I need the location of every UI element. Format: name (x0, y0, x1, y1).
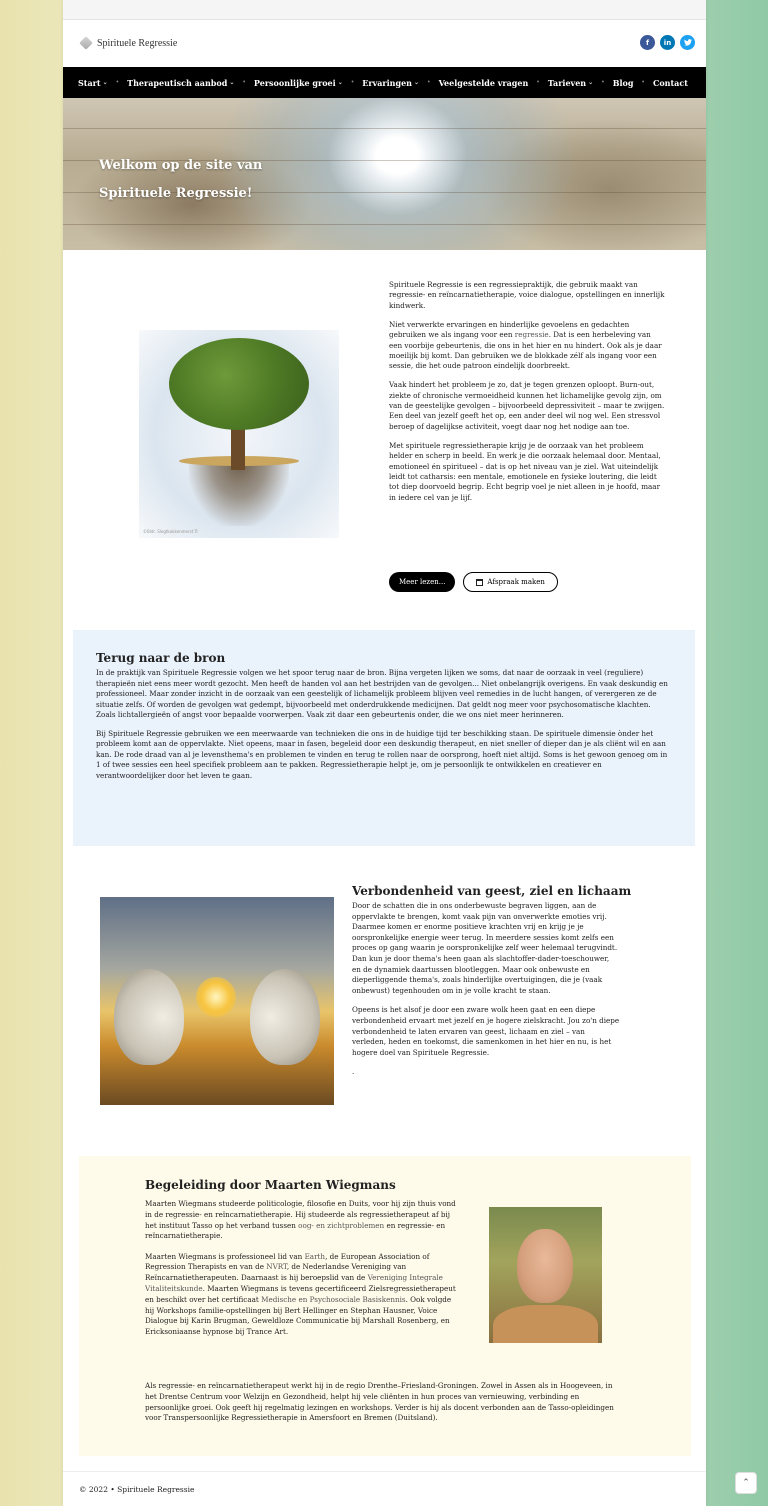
nav-label: Persoonlijke groei (253, 77, 336, 88)
nav-item-tarieven[interactable] (548, 78, 593, 88)
maarten-title: Begeleiding door Maarten Wiegmans (145, 1178, 396, 1192)
social-links (640, 35, 695, 50)
text-span: . Dat is een herbeleving van een voorbije gebeurtenis, die ons in het hier en nu hindert. Ook als je daar moeilijk bij komt. Dan gebruiken we de blokkade zélf als ingang voor een sessie, die het oude patroon eindelijk doorbreekt. (389, 330, 662, 371)
hero-banner (63, 98, 706, 250)
facebook-icon[interactable]: f (640, 35, 655, 50)
nav-item-blog[interactable] (613, 78, 634, 88)
chevron-down-icon: ⌄ (102, 79, 108, 86)
text-span: Maarten Wiegmans is professioneel lid van (145, 1251, 305, 1261)
egg-shell-right (250, 969, 320, 1065)
image-credit: ©Bldr. Slegtkakk​enmerst Tr (143, 529, 199, 534)
nav-item-persoonlijke-groei[interactable] (254, 78, 343, 88)
nav-label: Contact (652, 77, 688, 88)
verb-paragraph: Door de schatten die in ons onderbewuste begraven liggen, aan de oppervlakte te brengen, komt vaak pijn van onverwerkte emoties vrij. Daarmee komen er enorme positieve krachten vrij en krijg je je oorspronkelijke energie weer terug. In meerdere sessies komt zelfs een proces op gang waarin je oorspronkelijke zelf weer helemaal terugvindt. Dan kun je door thema's heen gaan als slachtoffer-dader-toeschouwer, en de dynamiek daartussen blootleggen. Maar ook onbewuste en dieperliggende thema's, zoals hinderlijke overtuigingen, die je (vaak onbewust) tegenhouden om in je volle kracht te staan. (352, 901, 618, 995)
text-span: , de Nederlandse Vereniging van Reïncarnatietherapeuten. Daarnaast is hij beroepslid van de (145, 1262, 407, 1283)
nav-separator: • (242, 79, 246, 86)
text-span: Niet verwerkte ervaringen en hinderlijke gevoelens en gedachten gebruiken we als ingang voor een (389, 319, 630, 340)
vitaliteitskunde-link[interactable]: Vereniging Integrale Vitaliteitskunde (145, 1273, 443, 1294)
earth-link[interactable]: Earth (304, 1251, 326, 1261)
footer (63, 1471, 706, 1506)
bron-paragraph: In de praktijk van Spirituele Regressie volgen we het spoor terug naar de bron. Bijna vergeten lijken we soms, dat naar de oorzaak in veel (reguliere) therapieën niet eens meer wordt gezocht. Men heeft de handen vol aan het bestrijden van de gevolgen... Niet onbelangrijk overigens. En vaak deskundig en professioneel. Maar zonder inzicht in de oorzaak van een geestelijk of lichamelijk probleem blijven veel remedies in de lucht hangen, of verergeren ze de situatie zelfs. Of worden de gevolgen wat gedempt, bijvoorbeeld met onderdrukkende medicijnen. Dat geldt nog meer voor psychosomatische klachten. Zoals lichtallergieën of angst voor bepaalde voorwerpen. Vaak zit daar een gebeurtenis onder, die we ons niet meer herinneren. (96, 668, 668, 719)
nav-separator: • (427, 79, 431, 86)
nvrt-link[interactable]: NVRT (266, 1262, 287, 1272)
intro-buttons (389, 572, 558, 592)
map-line (63, 224, 706, 225)
calendar-icon (476, 579, 483, 586)
maarten-text (145, 1199, 461, 1348)
nav-separator: • (115, 79, 120, 86)
bron-section (73, 630, 695, 846)
nav-separator: • (601, 79, 605, 86)
hero-title-line: Welkom op de site van (99, 158, 263, 173)
verb-paragraph: Opeens is het alsof je door een zware wolk heen gaat en een diepe verbondenheid ervaart met jezelf en je hogere zielskracht. Jou zo'n diepe verbondenheid te laten ervaren van geest, lichaam en ziel – van verleden, heden en toekomst, die samenkomen in het hier en nu, is het hogere doel van Spirituele Regressie. (352, 1005, 620, 1057)
hero-title (99, 152, 262, 208)
text-span: , de European Association of Regression Therapists en van de (145, 1251, 430, 1272)
maarten-portrait-image (489, 1207, 602, 1343)
nav-item-ervaringen[interactable] (362, 78, 419, 88)
appointment-button[interactable] (463, 572, 557, 592)
text-span: en regressie- en reïncarnatietherapie. (145, 1220, 446, 1241)
intro-paragraph: Met spirituele regressietherapie krijg je de oorzaak van het probleem helder en scherp in beeld. En werk je die oorzaak helemaal door. Mentaal, emotioneel én spiritueel – dat is op het niveau van je ziel. Wat uiteindelijk leidt tot catharsis: een mentale, emotionele en fysieke loutering, die leidt tot diep doorvoeld begrip. Echt begrip voel je niet alleen in je hoofd, maar in iedere cel van je lijf. (389, 440, 661, 502)
tree-canopy (169, 338, 309, 430)
egg-painting-image (100, 897, 334, 1105)
regressie-link[interactable]: regressie (514, 330, 549, 340)
bron-title: Terug naar de bron (96, 651, 226, 665)
egg-shell-left (114, 969, 184, 1065)
logo-mark-icon (79, 36, 93, 50)
text-span: Maarten Wiegmans studeerde politicologie, filosofie en Duits, voor hij zijn thuis vond in de regressie- en reïncarnatietherapie. Hij studeerde als regressietherapeut af bij het instituut Tasso op het verband tussen (145, 1199, 456, 1230)
bron-paragraph: Bij Spirituele Regressie gebruiken we een meerwaarde van technieken die ons in de huidige tijd ter beschikking staan. De spirituele dimensie ònder het probleem komt aan de oppervlakte. Niet opeens, maar in fasen, begeleid door een deskundig therapeut, en niet sneller of dieper dan je als cliënt wil en aan kan. De rode draad van al je levensthema's en problemen te vinden en terug te rollen naar de oorsprong, hoeft niet altijd. Soms is het gewoon genoeg om in 1 of twee sessies een heel specifiek probleem aan te pakken. Regressietherapie helpt je, om je persoonlijk te ontwikkelen en creatiever en verantwoordelijker door het leven te gaan. (96, 728, 668, 780)
chevron-down-icon: ⌄ (413, 79, 420, 86)
nav-item-contact[interactable] (653, 78, 688, 88)
hero-title-line: Spirituele Regressie! (99, 186, 253, 201)
sun-shape (196, 977, 236, 1017)
nav-label: Start (78, 77, 101, 88)
maarten-paragraph (145, 1199, 461, 1242)
nav-separator: • (641, 79, 645, 86)
site-name: Spirituele Regressie (97, 37, 178, 49)
chevron-down-icon: ⌄ (337, 79, 343, 86)
nav-label: Tarieven (547, 77, 587, 88)
scroll-to-top-button[interactable]: ⌃ (735, 1472, 757, 1494)
text-span: . Ook volgde hij Workshops familie-opstellingen bij Bert Hellinger en Stephan Hausner, Voice Dialogue bij Karin Brugman, Geweldloze Communicatie bij Marshall Rosenberg, en Ericksoniaanse hypnose bij Trance Art. (145, 1294, 452, 1337)
text-span: . Maarten Wiegmans is tevens gecertificeerd Zielsregressietherapeut en beschikt over het certificaat (145, 1284, 456, 1304)
appointment-label: Afspraak maken (487, 578, 545, 586)
chevron-down-icon: ⌄ (588, 79, 594, 86)
intro-section (63, 250, 706, 628)
basiskennis-link[interactable]: Medische en Psychosociale Basiskennis (261, 1294, 406, 1304)
intro-paragraph: Spirituele Regressie is een regressiepraktijk, die gebruik maakt van regressie- en reïncarnatietherapie, voice dialogue, opstellingen en innerlijk kindwerk. (389, 280, 665, 310)
portrait-shirt (493, 1305, 598, 1343)
nav-separator: • (350, 79, 355, 86)
copyright: © 2022 • Spirituele Regressie (79, 1485, 195, 1494)
linkedin-icon[interactable]: in (660, 35, 675, 50)
nav-label: Veelgestelde vragen (438, 77, 529, 88)
site-logo[interactable] (79, 36, 177, 50)
verbondenheid-section (63, 880, 706, 1120)
verbondenheid-text (352, 901, 620, 1087)
nav-label: Blog (612, 77, 634, 88)
verb-paragraph: . (352, 1067, 355, 1077)
intro-paragraph (389, 320, 665, 372)
nav-item-start[interactable] (78, 78, 108, 88)
page (63, 0, 706, 1506)
maarten-paragraph: Als regressie- en reïncarnatietherapeut werkt hij in de regio Drenthe–Friesland-Groningen. Zowel in Assen als in Hoogeveen, in het Drentse Centrum voor Welzijn en Gezondheid, helpt hij vele cliënten in hun proces van vernieuwing, verbinding en persoonlijke groei. Ook geeft hij regelmatig lezingen en workshops. Verder is hij als docent verbonden aan de Tasso-opleidingen voor Transpersoonlijke Regressietherapie in Amersfoort en Bremen (Duitsland). (145, 1381, 614, 1423)
verbondenheid-title: Verbondenheid van geest, ziel en lichaam (352, 884, 632, 898)
bron-text (96, 668, 668, 789)
nav-separator: • (536, 79, 540, 86)
maarten-paragraph (145, 1252, 461, 1338)
nav-item-therapeutisch-aanbod[interactable] (127, 78, 234, 88)
header (63, 20, 706, 67)
intro-paragraph: Vaak hindert het probleem je zo, dat je tegen grenzen oploopt. Burn-out, ziekte of chronische vermoeidheid kunnen het lichamelijke gevolg zijn, om van de geestelijke gevolgen – bijvoorbeeld depressiviteit – maar te zwijgen. Een deel van jezelf geeft het op, een ander deel wil nog wel. Een stressvol beroep of dagelijkse activiteit, voegt daar nog het nodige aan toe. (389, 380, 665, 431)
chevron-down-icon: ⌄ (229, 79, 235, 86)
nav-item-veelgestelde-vragen[interactable] (439, 78, 529, 88)
nav-label: Therapeutisch aanbod (127, 77, 228, 88)
main-nav (63, 67, 706, 98)
nav-label: Ervaringen (362, 77, 412, 88)
read-more-button[interactable]: Meer lezen... (389, 572, 455, 592)
top-strip (63, 0, 706, 20)
intro-text (389, 280, 665, 512)
oog-zichtproblemen-link[interactable]: oog- en zichtproblemen (298, 1220, 385, 1230)
map-line (63, 128, 706, 129)
twitter-icon[interactable] (680, 35, 695, 50)
tree-image (139, 330, 339, 538)
portrait-face (517, 1229, 573, 1303)
maarten-section (79, 1156, 691, 1456)
